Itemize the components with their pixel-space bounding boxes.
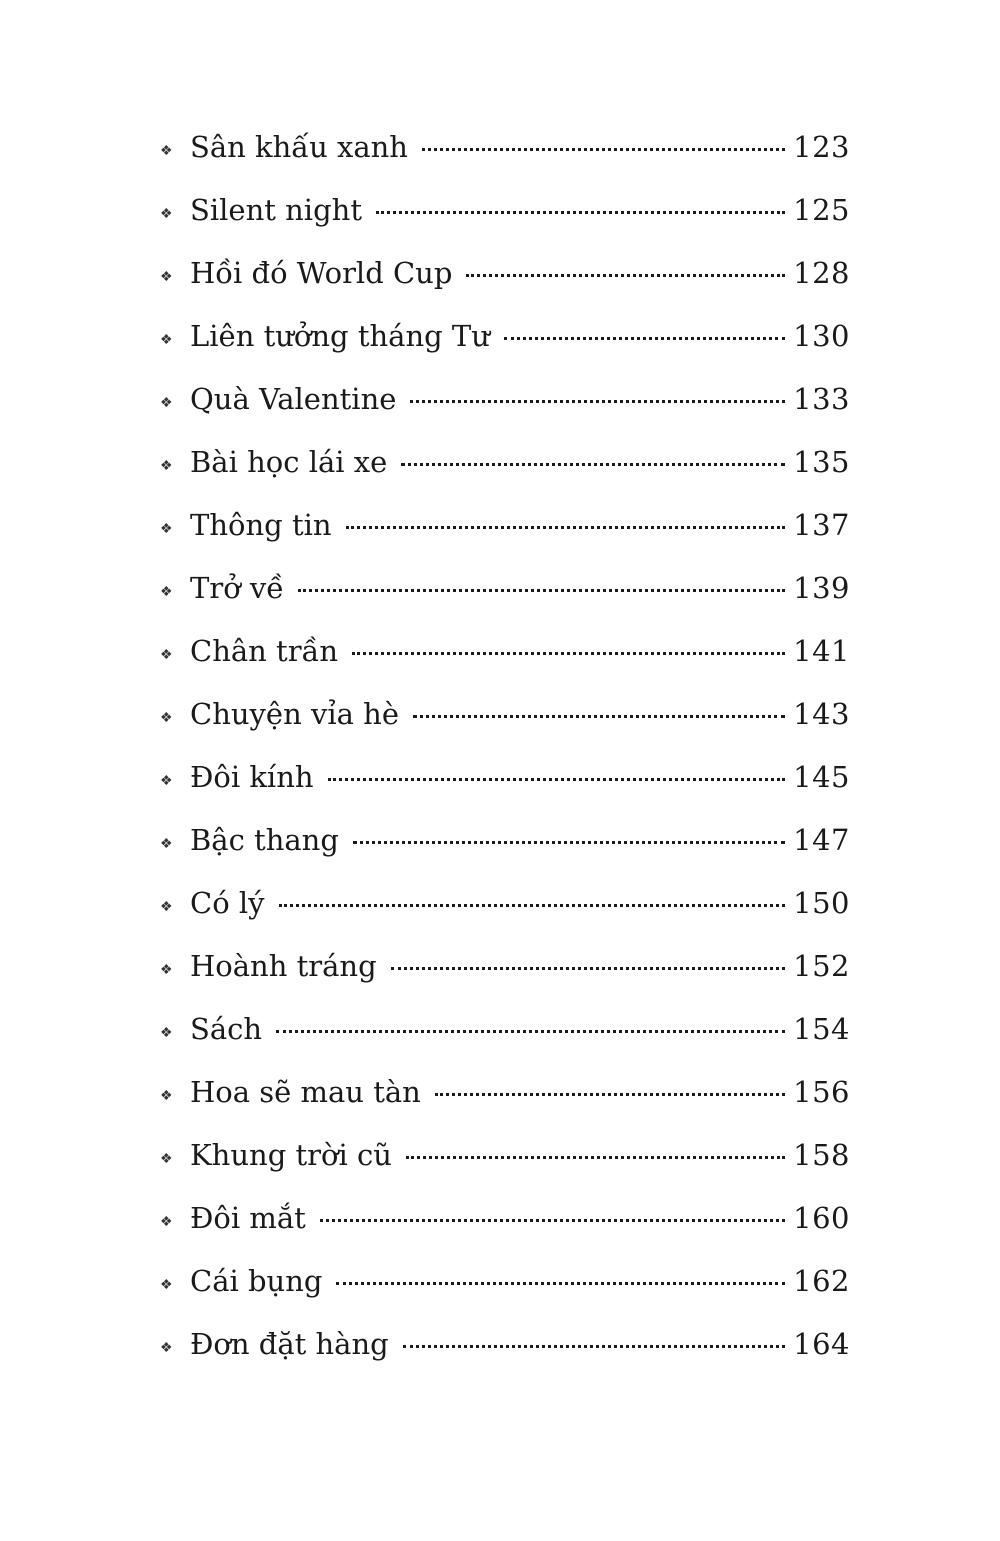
diamond-bullet-icon: ❖ <box>160 1025 173 1041</box>
toc-entry <box>160 500 850 563</box>
entry-title: Có lý <box>190 886 265 920</box>
page-number: 154 <box>793 1012 850 1046</box>
toc-entry <box>160 878 850 941</box>
diamond-bullet-icon: ❖ <box>160 395 173 411</box>
dot-leader <box>276 1030 785 1033</box>
dot-leader <box>346 526 786 529</box>
entry-title: Chân trần <box>190 634 339 668</box>
diamond-bullet-icon: ❖ <box>160 1214 173 1230</box>
entry-title: Cái bụng <box>190 1264 323 1298</box>
table-of-contents <box>160 122 850 1382</box>
dot-leader <box>328 778 786 781</box>
page-number: 133 <box>793 382 850 416</box>
toc-entry <box>160 626 850 689</box>
toc-entry <box>160 1004 850 1067</box>
diamond-bullet-icon: ❖ <box>160 521 173 537</box>
dot-leader <box>336 1282 785 1285</box>
page-number: 130 <box>793 319 850 353</box>
dot-leader <box>401 463 785 466</box>
entry-title: Silent night <box>190 193 362 227</box>
toc-entry <box>160 122 850 185</box>
page-number: 135 <box>793 445 850 479</box>
dot-leader <box>353 841 785 844</box>
diamond-bullet-icon: ❖ <box>160 206 173 222</box>
diamond-bullet-icon: ❖ <box>160 269 173 285</box>
diamond-bullet-icon: ❖ <box>160 1277 173 1293</box>
toc-entry <box>160 1319 850 1382</box>
diamond-bullet-icon: ❖ <box>160 1151 173 1167</box>
dot-leader <box>352 652 785 655</box>
entry-title: Hoa sẽ mau tàn <box>190 1075 421 1109</box>
dot-leader <box>410 400 785 403</box>
page-number: 162 <box>793 1264 850 1298</box>
page-number: 139 <box>793 571 850 605</box>
dot-leader <box>403 1345 785 1348</box>
page-number: 141 <box>793 634 850 668</box>
toc-entry <box>160 374 850 437</box>
toc-entry <box>160 1193 850 1256</box>
diamond-bullet-icon: ❖ <box>160 773 173 789</box>
page-number: 125 <box>793 193 850 227</box>
diamond-bullet-icon: ❖ <box>160 332 173 348</box>
page-number: 147 <box>793 823 850 857</box>
entry-title: Đơn đặt hàng <box>190 1327 389 1361</box>
page-number: 150 <box>793 886 850 920</box>
entry-title: Bậc thang <box>190 823 339 857</box>
dot-leader <box>279 904 786 907</box>
entry-title: Khung trời cũ <box>190 1138 392 1172</box>
dot-leader <box>466 274 785 277</box>
toc-entry <box>160 1256 850 1319</box>
entry-title: Chuyện vỉa hè <box>190 697 399 731</box>
toc-entry <box>160 563 850 626</box>
page-number: 158 <box>793 1138 850 1172</box>
dot-leader <box>413 715 785 718</box>
dot-leader <box>376 211 785 214</box>
entry-title: Trở về <box>190 571 285 605</box>
page-number: 164 <box>793 1327 850 1361</box>
dot-leader <box>504 337 785 340</box>
diamond-bullet-icon: ❖ <box>160 1088 173 1104</box>
entry-title: Đôi kính <box>190 760 314 794</box>
page-number: 137 <box>793 508 850 542</box>
page-number: 160 <box>793 1201 850 1235</box>
dot-leader <box>391 967 785 970</box>
diamond-bullet-icon: ❖ <box>160 836 173 852</box>
entry-title: Hoành tráng <box>190 949 377 983</box>
diamond-bullet-icon: ❖ <box>160 962 173 978</box>
toc-entry <box>160 752 850 815</box>
entry-title: Sân khấu xanh <box>190 130 408 164</box>
diamond-bullet-icon: ❖ <box>160 458 173 474</box>
diamond-bullet-icon: ❖ <box>160 647 173 663</box>
toc-entry <box>160 311 850 374</box>
entry-title: Liên tưởng tháng Tư <box>190 319 490 353</box>
toc-entry <box>160 941 850 1004</box>
toc-entry <box>160 185 850 248</box>
diamond-bullet-icon: ❖ <box>160 584 173 600</box>
page-number: 143 <box>793 697 850 731</box>
toc-entry <box>160 1130 850 1193</box>
entry-title: Thông tin <box>190 508 332 542</box>
entry-title: Sách <box>190 1012 263 1046</box>
dot-leader <box>298 589 785 592</box>
page-number: 156 <box>793 1075 850 1109</box>
entry-title: Bài học lái xe <box>190 445 388 479</box>
entry-title: Quà Valentine <box>190 382 397 416</box>
diamond-bullet-icon: ❖ <box>160 143 173 159</box>
entry-title: Hồi đó World Cup <box>190 256 453 290</box>
diamond-bullet-icon: ❖ <box>160 899 173 915</box>
entry-title: Đôi mắt <box>190 1201 306 1235</box>
toc-entry <box>160 815 850 878</box>
dot-leader <box>422 148 785 151</box>
dot-leader <box>406 1156 785 1159</box>
page-number: 145 <box>793 760 850 794</box>
dot-leader <box>435 1093 785 1096</box>
page-number: 128 <box>793 256 850 290</box>
page-number: 152 <box>793 949 850 983</box>
dot-leader <box>320 1219 785 1222</box>
toc-entry <box>160 1067 850 1130</box>
page-number: 123 <box>793 130 850 164</box>
diamond-bullet-icon: ❖ <box>160 710 173 726</box>
toc-entry <box>160 437 850 500</box>
diamond-bullet-icon: ❖ <box>160 1340 173 1356</box>
toc-entry <box>160 689 850 752</box>
toc-entry <box>160 248 850 311</box>
